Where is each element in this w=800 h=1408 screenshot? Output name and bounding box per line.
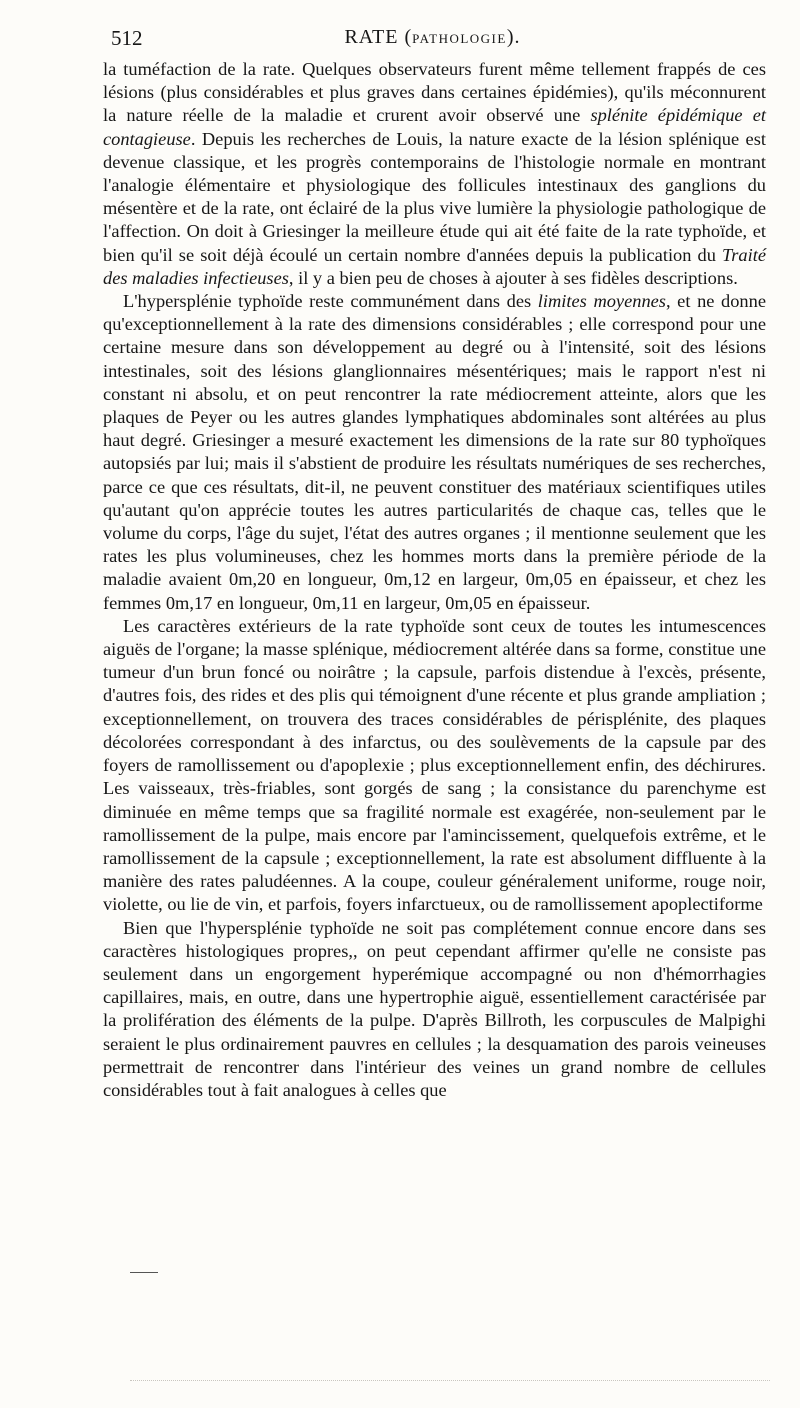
bleed-through-line xyxy=(130,1380,770,1382)
text-run: , et ne donne qu'exceptionnellement à la rate des dimensions considérables ; elle correspond pour une certaine mesure dans son développement au degré ou à l'intensité, soit des lésions intestinales, soit des lésions glanglionnaires mésentériques; mais le rapport n'est ni constant ni absolu, et on peut rencontrer la rate médiocrement atteinte, alors que les plaques de Peyer ou les autres glandes lymphatiques abdominales sont altérées au plus haut degré. Griesinger a mesuré exactement les dimensions de la rate sur 80 typhoïques autopsiés par lui; mais il s'abstient de produire les résultats numériques de ses recherches, parce ce que ces résultats, dit-il, ne peuvent constituer des matériaux scientifiques utiles qu'autant qu'on apprécie toutes les autres particularités de chaque cas, telles que le volume du corps, l'âge du sujet, l'état des autres organes ; il mentionne seulement que les rates les plus volumineuses, chez les hommes morts dans la première période de la maladie avaient 0m,20 en longueur, 0m,12 en largeur, 0m,05 en épaisseur, et chez les femmes 0m,17 en longueur, 0m,11 en largeur, 0m,05 en épaisseur. xyxy=(103,291,766,613)
italic-text: Traité des maladies infectieuses xyxy=(103,244,766,288)
text-run: . Depuis les recherches de Louis, la nature exacte de la lésion splénique est devenue classique, et les progrès contemporains de l'histologie normale en montrant l'analogie élémentaire et physiologique des follicules intestinaux des ganglions du mésentère et de la rate, ont éclairé de la plus vive lumière la physiologie pathologique de l'affection. On doit à Griesinger la meilleure étude qui ait été faite de la rate typhoïde, et bien qu'il se soit déjà écoulé un certain nombre d'années depuis la publication du xyxy=(103,128,766,265)
italic-text: splénite épidémique et contagieuse xyxy=(103,105,766,149)
text-run: Les caractères extérieurs de la rate typhoïde sont ceux de toutes les intumescences aiguës de l'organe; la masse splénique, médiocrement altérée dans sa forme, constitue une tumeur d'un brun foncé ou noirâtre ; la capsule, parfois distendue à l'excès, présente, d'autres fois, des rides et des plis qui témoignent d'une récente et plus grande ampliation ; exceptionnellement, on trouvera des traces considérables de périsplénite, des plaques décolorées correspondant à des infarctus, ou des soulèvements de la capsule par des foyers de ramollissement ou d'apoplexie ; plus exceptionnellement enfin, des déchirures. Les vaisseaux, très-friables, sont gorgés de sang ; la consistance du parenchyme est diminuée en même temps que sa fragilité normale est exagérée, non-seulement par le ramollissement de la pulpe, mais encore par l'amincissement, quelquefois extrême, et le ramollissement de la capsule ; exceptionnellement, la rate est absolument diffluente à la manière des rates paludéennes. A la coupe, couleur généralement uniforme, rouge noir, violette, ou lie de vin, et parfois, foyers infarctueux, ou de ramollissement apoplectiforme xyxy=(103,615,766,915)
running-head xyxy=(103,26,762,49)
running-head-main: RATE ( xyxy=(344,26,413,48)
page-number: 512 xyxy=(111,26,143,50)
body-text xyxy=(103,58,766,1102)
paragraph xyxy=(103,917,766,1103)
text-run: la tuméfaction de la rate. Quelques observateurs furent même tellement frappés de ces lésions (plus considérables et plus graves dans certaines épidémies), qu'ils méconnurent la nature réelle de la maladie et crurent avoir observé une xyxy=(103,59,766,126)
running-head-subject: PATHOLOGIE xyxy=(412,31,507,46)
text-run: Bien que l'hypersplénie typhoïde ne soit pas complétement connue encore dans ses caractères histologiques propres,, on peut cependant affirmer qu'elle ne consiste pas seulement dans un engorgement hyperémique accompagné ou non d'hémorrhagies capillaires, mais, en outre, dans une hypertrophie aiguë, essentiellement caractérisée par la prolifération des éléments de la pulpe. D'après Billroth, les corpuscules de Malpighi seraient le plus ordinairement pauvres en cellules ; la desquamation des parois veineuses permettrait de rencontrer dans l'intérieur des veines un grand nombre de cellules considérables tout à fait analogues à celles que xyxy=(103,917,766,1100)
italic-text: limites moyennes xyxy=(537,291,666,312)
paragraph xyxy=(103,615,766,917)
footer-rule xyxy=(130,1272,158,1273)
text-run: , il y a bien peu de choses à ajouter à ses fidèles descriptions. xyxy=(288,267,738,288)
page-header xyxy=(103,20,762,60)
text-run: L'hypersplénie typhoïde reste communément dans des xyxy=(123,291,538,312)
paragraph xyxy=(103,58,766,290)
paragraph xyxy=(103,290,766,615)
running-head-end: ). xyxy=(506,26,521,48)
